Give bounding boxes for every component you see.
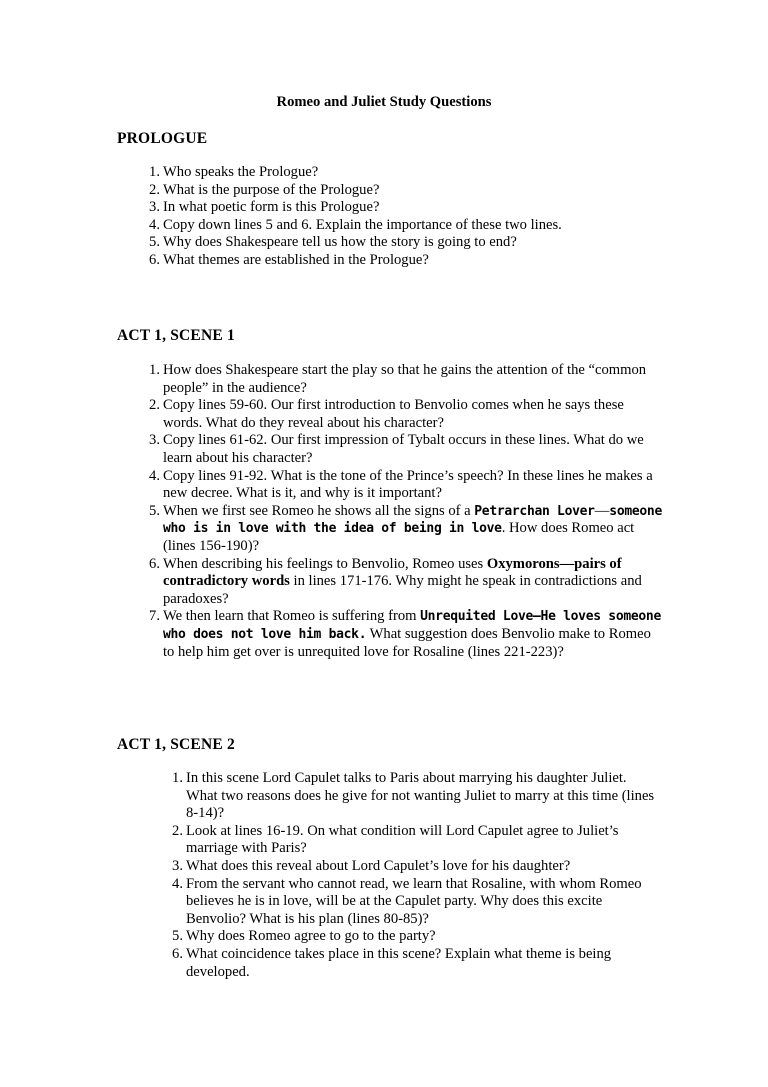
question-number: 1. [172,770,183,786]
act1-scene2-question-list [172,770,656,981]
question-text: Why does Shakespeare tell us how the story is going to end? [163,234,517,251]
question-text: In what poetic form is this Prologue? [163,199,380,216]
question-item [149,467,663,503]
section-heading-act1-scene1: ACT 1, SCENE 1 [117,327,235,344]
question-text: Copy lines 61-62. Our first impression of Tybalt occurs in these lines. What do we learn about his character? [163,432,644,466]
question-item [172,928,656,946]
question-text-before: We then learn that Romeo is suffering from [163,608,421,625]
question-text: From the servant who cannot read, we learn that Rosaline, with whom Romeo believes he is in love, will be at the Capulet party. Why does this excite Benvolio? What is his plan (lines 80-85)? [186,875,642,927]
question-number: 1. [149,362,160,378]
question-item [149,164,633,182]
question-number: 5. [172,928,183,945]
question-text: Copy lines 91-92. What is the tone of the Prince’s speech? In these lines he makes a new decree. What is it, and why is it important? [163,467,653,502]
question-item [149,251,633,270]
question-text-before: When describing his feelings to Benvolio, Romeo uses [163,555,487,572]
question-item [149,397,663,432]
question-number: 4. [149,216,160,233]
question-text: How does Shakespeare start the play so that he gains the attention of the “common people” in the audience? [163,362,647,396]
question-item [172,822,656,858]
question-number: 6. [149,555,160,572]
bold-term: Oxymorons—pairs of contradictory words [163,555,622,590]
question-text: Copy down lines 5 and 6. Explain the importance of these two lines. [163,216,562,233]
question-number: 3. [172,857,183,874]
question-item [172,875,656,929]
question-text [163,503,662,554]
question-item [172,770,656,823]
question-item [149,608,663,661]
question-item [149,234,633,252]
question-text: Look at lines 16-19. On what condition will Lord Capulet agree to Juliet’s marriage with Paris? [186,822,619,857]
question-text [163,556,642,607]
prologue-question-list [149,164,633,270]
act1-scene1-question-list [149,362,663,661]
question-number: 5. [149,234,160,251]
question-text: In this scene Lord Capulet talks to Paris about marrying his daughter Juliet. What two reasons does he give for not wanting Juliet to marry at this time (lines 8-14)? [186,770,655,822]
question-text-before: When we first see Romeo he shows all the signs of a [163,502,475,519]
question-item [149,216,633,235]
section-heading-act1-scene2: ACT 1, SCENE 2 [117,736,235,753]
question-text-after: . How does Romeo act (lines 156-190)? [163,520,635,554]
question-item [149,199,633,217]
question-text: Why does Romeo agree to go to the party? [186,928,436,945]
bold-term: Unrequited Love—He loves someone who does not love him back. [163,609,661,642]
question-item [149,502,663,556]
question-number: 7. [149,608,160,625]
question-number: 2. [149,397,160,414]
section-heading-prologue: PROLOGUE [117,130,208,147]
question-item [172,945,656,981]
question-number: 2. [149,181,160,198]
question-number: 2. [172,822,183,839]
question-number: 3. [149,199,160,216]
question-number: 3. [149,432,160,449]
question-item [149,362,663,397]
question-text: What themes are established in the Prologue? [163,251,429,268]
question-item [149,181,633,200]
question-text-mid: — [594,502,610,519]
question-number: 6. [149,251,160,268]
question-number: 4. [149,467,160,484]
question-text: Copy lines 59-60. Our first introduction to Benvolio comes when he says these words. What do they reveal about his character? [163,397,624,431]
question-text: Who speaks the Prologue? [163,164,319,180]
bold-definition: someone who is in love with the idea of being in love [163,503,662,537]
question-text-after: What suggestion does Benvolio make to Romeo to help him get over is unrequited love for Rosaline (lines 221-223)? [163,625,651,660]
question-item [172,857,656,876]
document-title: Romeo and Juliet Study Questions [276,94,492,110]
bold-term: Petrarchan Lover [474,503,595,519]
question-item [149,432,663,467]
question-number: 5. [149,502,160,519]
question-text: What coincidence takes place in this scene? Explain what theme is being developed. [186,945,612,980]
question-number: 4. [172,875,183,892]
question-item [149,555,663,609]
question-text: What does this reveal about Lord Capulet’s love for his daughter? [186,857,571,874]
question-text [163,608,661,659]
question-text-after: in lines 171-176. Why might he speak in contradictions and paradoxes? [163,573,642,607]
question-text: What is the purpose of the Prologue? [163,181,380,198]
question-number: 1. [149,164,160,180]
question-number: 6. [172,945,183,962]
